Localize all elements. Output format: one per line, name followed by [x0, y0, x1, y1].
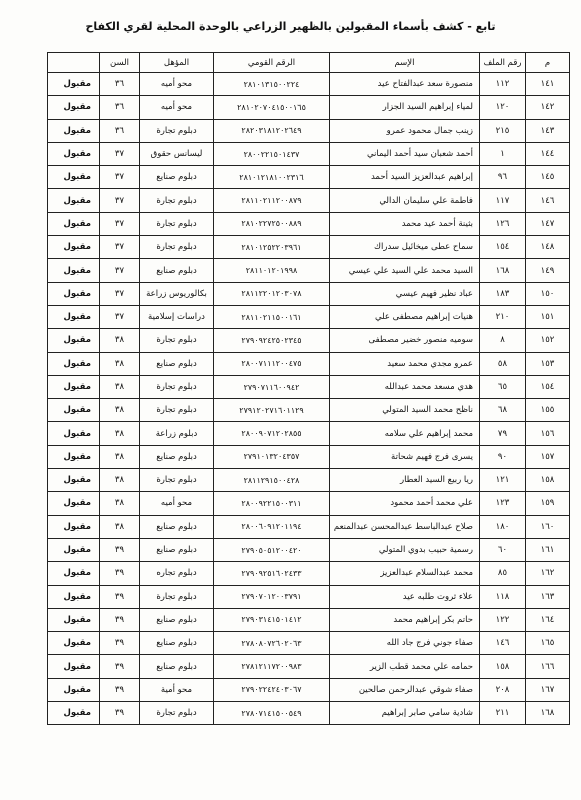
cell-file-number: ١٢٦ — [480, 212, 526, 235]
cell-status: مقبول — [48, 166, 100, 189]
cell-name: إبراهيم عبدالعزيز السيد أحمد — [330, 166, 480, 189]
table-row — [48, 469, 570, 492]
cell-status: مقبول — [48, 655, 100, 678]
cell-num: ١٦٦ — [526, 655, 570, 678]
cell-national-id: ٢٨١٠١٢٥٢٢٠٣٩٦١ — [214, 236, 330, 259]
cell-qualification: دبلوم صنايع — [140, 445, 214, 468]
cell-name: عباد نظير فهيم عيسي — [330, 282, 480, 305]
header-national-id: الرقم القومي — [214, 53, 330, 73]
table-row — [48, 142, 570, 165]
header-num: م — [526, 53, 570, 73]
cell-qualification: دبلوم زراعة — [140, 422, 214, 445]
cell-status: مقبول — [48, 678, 100, 701]
cell-status: مقبول — [48, 96, 100, 119]
cell-qualification: دبلوم تجارة — [140, 119, 214, 142]
cell-qualification: دراسات إسلامية — [140, 305, 214, 328]
cell-name: محمد عبدالسلام عبدالعزيز — [330, 562, 480, 585]
cell-qualification: محو أميه — [140, 492, 214, 515]
cell-name: زينب جمال محمود عمرو — [330, 119, 480, 142]
cell-national-id: ٢٨١١٢٩١٥٠٠٤٢٨ — [214, 469, 330, 492]
cell-num: ١٤٨ — [526, 236, 570, 259]
cell-national-id: ٢٨١٠٢٢٧٢٥٠٠٨٨٩ — [214, 212, 330, 235]
table-row — [48, 585, 570, 608]
cell-name: ريا ربيع السيد العطار — [330, 469, 480, 492]
document-title: تابع - كشف بأسماء المقبولين بالظهير الزراعي بالوحدة المحلية لقري الكفاح — [85, 20, 496, 33]
cell-name: علاء ثروت طلبه عيد — [330, 585, 480, 608]
cell-file-number: ١٤٦ — [480, 632, 526, 655]
cell-num: ١٤٧ — [526, 212, 570, 235]
cell-qualification: دبلوم تجارة — [140, 236, 214, 259]
cell-qualification: دبلوم تجارة — [140, 399, 214, 422]
table-row — [48, 492, 570, 515]
cell-status: مقبول — [48, 632, 100, 655]
cell-status: مقبول — [48, 399, 100, 422]
cell-qualification: دبلوم تجارة — [140, 212, 214, 235]
table-row — [48, 236, 570, 259]
cell-file-number: ١١٧ — [480, 189, 526, 212]
cell-national-id: ٢٨٠٠٩٠٧١٢٠٢٨٥٥ — [214, 422, 330, 445]
cell-num: ١٥٦ — [526, 422, 570, 445]
cell-file-number: ٥٨ — [480, 352, 526, 375]
cell-age: ٣٨ — [100, 422, 140, 445]
cell-national-id: ٢٧٩٠٧١١٦٠٠٩٤٢ — [214, 375, 330, 398]
cell-age: ٣٨ — [100, 469, 140, 492]
table-row — [48, 608, 570, 631]
header-name: الإسم — [330, 53, 480, 73]
table-row — [48, 282, 570, 305]
cell-status: مقبول — [48, 142, 100, 165]
cell-qualification: دبلوم صنايع — [140, 352, 214, 375]
cell-name: صلاح عبدالباسط عبدالمحسن عبدالمنعم — [330, 515, 480, 538]
cell-status: مقبول — [48, 492, 100, 515]
cell-num: ١٦٠ — [526, 515, 570, 538]
cell-num: ١٤٤ — [526, 142, 570, 165]
cell-name: رسمية حبيب بدوي المتولي — [330, 538, 480, 561]
cell-file-number: ٢١١ — [480, 702, 526, 725]
cell-age: ٣٧ — [100, 236, 140, 259]
table-row — [48, 329, 570, 352]
cell-num: ١٥٥ — [526, 399, 570, 422]
cell-name: سوميه منصور خضير مصطفى — [330, 329, 480, 352]
cell-status: مقبول — [48, 73, 100, 96]
cell-national-id: ٢٧٨٠٨٠٧٢٦٠٢٠٦٣ — [214, 632, 330, 655]
header-row — [48, 53, 570, 73]
table-header — [48, 53, 570, 73]
cell-age: ٣٨ — [100, 352, 140, 375]
cell-status: مقبول — [48, 585, 100, 608]
cell-qualification: محو أمية — [140, 678, 214, 701]
cell-national-id: ٢٧٩٠٣١٤١٥٠١٤١٢ — [214, 608, 330, 631]
cell-status: مقبول — [48, 305, 100, 328]
cell-file-number: ١ — [480, 142, 526, 165]
cell-status: مقبول — [48, 562, 100, 585]
cell-status: مقبول — [48, 538, 100, 561]
cell-file-number: ٦٨ — [480, 399, 526, 422]
cell-name: منصورة سعد عبدالفتاح عيد — [330, 73, 480, 96]
cell-age: ٣٨ — [100, 329, 140, 352]
cell-name: هدي مسعد محمد عبدالله — [330, 375, 480, 398]
header-status — [48, 53, 100, 73]
cell-file-number: ١٦٨ — [480, 259, 526, 282]
cell-file-number: ١٥٨ — [480, 655, 526, 678]
cell-num: ١٤٣ — [526, 119, 570, 142]
table-row — [48, 702, 570, 725]
cell-national-id: ٢٨١١٢٢٠١٢٠٣٠٧٨ — [214, 282, 330, 305]
cell-num: ١٦١ — [526, 538, 570, 561]
cell-num: ١٤٥ — [526, 166, 570, 189]
cell-file-number: ٢١٠ — [480, 305, 526, 328]
cell-age: ٣٧ — [100, 305, 140, 328]
cell-age: ٣٩ — [100, 608, 140, 631]
cell-national-id: ٢٨٠٠٩٢٢١٥٠٠٣١١ — [214, 492, 330, 515]
cell-name: فاطمة علي سليمان الدالي — [330, 189, 480, 212]
cell-name: لمياء إبراهيم السيد الجزار — [330, 96, 480, 119]
cell-national-id: ٢٧٩٠٩٢٥١٦٠٢٤٣٣ — [214, 562, 330, 585]
cell-age: ٣٦ — [100, 96, 140, 119]
cell-status: مقبول — [48, 212, 100, 235]
cell-name: يسرى فرج فهيم شحاتة — [330, 445, 480, 468]
cell-file-number: ١٨٠ — [480, 515, 526, 538]
cell-national-id: ٢٧٨١٢١١٧٢٠٠٩٨٣ — [214, 655, 330, 678]
cell-file-number: ٨ — [480, 329, 526, 352]
cell-national-id: ٢٨١٠١٣١٥٠٠٢٢٤ — [214, 73, 330, 96]
cell-national-id: ٢٨١٠٢٠٧٠٤١٥٠٠١٦٥ — [214, 96, 330, 119]
cell-status: مقبول — [48, 422, 100, 445]
cell-age: ٣٨ — [100, 445, 140, 468]
cell-national-id: ٢٨٠٠٧١١١٢٠٠٤٧٥ — [214, 352, 330, 375]
cell-name: السيد محمد علي السيد علي عيسي — [330, 259, 480, 282]
cell-national-id: ٢٨٠٠٢٢١٥٠١٤٣٧ — [214, 142, 330, 165]
table-row — [48, 352, 570, 375]
cell-num: ١٦٧ — [526, 678, 570, 701]
cell-age: ٣٧ — [100, 282, 140, 305]
cell-national-id: ٢٨١١٠١٢٠١٩٩٨ — [214, 259, 330, 282]
cell-national-id: ٢٨٢٠٣١٨١٢٠٢٦٤٩ — [214, 119, 330, 142]
cell-name: صفاء جوني فرج جاد الله — [330, 632, 480, 655]
cell-national-id: ٢٨٠٠٦٠٩١٢٠١١٩٤ — [214, 515, 330, 538]
table-row — [48, 166, 570, 189]
cell-age: ٣٩ — [100, 538, 140, 561]
cell-national-id: ٢٧٩١٢٠٢٧١٦٠١١٢٩ — [214, 399, 330, 422]
cell-status: مقبول — [48, 189, 100, 212]
cell-num: ١٦٣ — [526, 585, 570, 608]
cell-name: عمرو مجدي محمد سعيد — [330, 352, 480, 375]
table-row — [48, 259, 570, 282]
cell-num: ١٤٦ — [526, 189, 570, 212]
table-row — [48, 119, 570, 142]
cell-status: مقبول — [48, 702, 100, 725]
accepted-list-table — [47, 52, 570, 725]
cell-status: مقبول — [48, 236, 100, 259]
cell-name: أحمد شعبان سيد أحمد اليماني — [330, 142, 480, 165]
cell-age: ٣٦ — [100, 119, 140, 142]
cell-qualification: دبلوم صنايع — [140, 515, 214, 538]
cell-qualification: دبلوم تجارة — [140, 189, 214, 212]
cell-num: ١٥٩ — [526, 492, 570, 515]
cell-file-number: ٦٥ — [480, 375, 526, 398]
cell-num: ١٦٥ — [526, 632, 570, 655]
cell-status: مقبول — [48, 469, 100, 492]
cell-file-number: ١٢٣ — [480, 492, 526, 515]
cell-qualification: دبلوم صنايع — [140, 538, 214, 561]
cell-file-number: ٧٩ — [480, 422, 526, 445]
cell-age: ٣٩ — [100, 678, 140, 701]
cell-age: ٣٨ — [100, 399, 140, 422]
cell-num: ١٥٣ — [526, 352, 570, 375]
cell-status: مقبول — [48, 352, 100, 375]
table-row — [48, 422, 570, 445]
cell-national-id: ٢٧٩٠٢٢٤٢٤٠٣٠٦٧ — [214, 678, 330, 701]
cell-file-number: ٦٠ — [480, 538, 526, 561]
cell-age: ٣٩ — [100, 702, 140, 725]
cell-num: ١٤٢ — [526, 96, 570, 119]
cell-qualification: دبلوم تجارة — [140, 469, 214, 492]
table-row — [48, 212, 570, 235]
cell-file-number: ١٢١ — [480, 469, 526, 492]
table-row — [48, 399, 570, 422]
cell-national-id: ٢٨١٠١٢١٨١٠٠٢٣١٦ — [214, 166, 330, 189]
cell-num: ١٥٤ — [526, 375, 570, 398]
cell-age: ٣٨ — [100, 515, 140, 538]
cell-num: ١٦٨ — [526, 702, 570, 725]
cell-status: مقبول — [48, 119, 100, 142]
cell-file-number: ٢١٥ — [480, 119, 526, 142]
table-row — [48, 375, 570, 398]
cell-name: بثينة أحمد عيد محمد — [330, 212, 480, 235]
cell-qualification: دبلوم صنايع — [140, 608, 214, 631]
cell-national-id: ٢٧٩١٠١٣٢٠٤٣٥٧ — [214, 445, 330, 468]
cell-file-number: ٩٠ — [480, 445, 526, 468]
cell-national-id: ٢٨١١٠٢١١٥٠٠١٦١ — [214, 305, 330, 328]
cell-file-number: ١٢٠ — [480, 96, 526, 119]
cell-num: ١٥١ — [526, 305, 570, 328]
cell-qualification: دبلوم تجارة — [140, 375, 214, 398]
cell-age: ٣٧ — [100, 189, 140, 212]
cell-age: ٣٩ — [100, 655, 140, 678]
cell-file-number: ١٢٢ — [480, 608, 526, 631]
cell-num: ١٤١ — [526, 73, 570, 96]
cell-national-id: ٢٨١١٠٢١١٢٠٠٨٧٩ — [214, 189, 330, 212]
cell-num: ١٦٤ — [526, 608, 570, 631]
cell-status: مقبول — [48, 608, 100, 631]
cell-name: محمد إبراهيم علي سلامه — [330, 422, 480, 445]
cell-qualification: دبلوم تجارة — [140, 585, 214, 608]
cell-file-number: ٢٠٨ — [480, 678, 526, 701]
table-row — [48, 189, 570, 212]
table-row — [48, 305, 570, 328]
cell-name: حمامه علي محمد قطب الزير — [330, 655, 480, 678]
cell-num: ١٥٠ — [526, 282, 570, 305]
cell-age: ٣٩ — [100, 562, 140, 585]
cell-qualification: دبلوم تجارة — [140, 329, 214, 352]
cell-name: صفاء شوقي عبدالرحمن صالحين — [330, 678, 480, 701]
table-row — [48, 632, 570, 655]
cell-num: ١٥٢ — [526, 329, 570, 352]
cell-national-id: ٢٧٩٠٥٠٥١٢٠٠٤٢٠ — [214, 538, 330, 561]
cell-age: ٣٦ — [100, 73, 140, 96]
cell-age: ٣٧ — [100, 166, 140, 189]
cell-qualification: دبلوم صنايع — [140, 632, 214, 655]
cell-name: حاتم بكر إبراهيم محمد — [330, 608, 480, 631]
cell-file-number: ٩٦ — [480, 166, 526, 189]
table-row — [48, 538, 570, 561]
cell-qualification: بكالوريوس زراعة — [140, 282, 214, 305]
cell-qualification: ليسانس حقوق — [140, 142, 214, 165]
cell-qualification: دبلوم تجاره — [140, 562, 214, 585]
table-row — [48, 515, 570, 538]
cell-status: مقبول — [48, 259, 100, 282]
table-row — [48, 678, 570, 701]
cell-qualification: دبلوم صنايع — [140, 259, 214, 282]
cell-age: ٣٧ — [100, 259, 140, 282]
cell-file-number: ٨٥ — [480, 562, 526, 585]
cell-num: ١٤٩ — [526, 259, 570, 282]
cell-qualification: دبلوم صنايع — [140, 655, 214, 678]
cell-qualification: دبلوم تجارة — [140, 702, 214, 725]
table-row — [48, 73, 570, 96]
cell-national-id: ٢٧٨٠٧١٤١٥٠٠٥٤٩ — [214, 702, 330, 725]
cell-name: شادية سامي صابر إبراهيم — [330, 702, 480, 725]
cell-status: مقبول — [48, 515, 100, 538]
cell-num: ١٦٢ — [526, 562, 570, 585]
cell-file-number: ١٥٤ — [480, 236, 526, 259]
table-row — [48, 96, 570, 119]
cell-status: مقبول — [48, 445, 100, 468]
cell-national-id: ٢٧٩٠٩٢٤٢٥٠٢٣٤٥ — [214, 329, 330, 352]
table-row — [48, 655, 570, 678]
cell-file-number: ١١٢ — [480, 73, 526, 96]
header-qualification: المؤهل — [140, 53, 214, 73]
table-row — [48, 445, 570, 468]
cell-num: ١٥٨ — [526, 469, 570, 492]
cell-age: ٣٨ — [100, 375, 140, 398]
cell-file-number: ١٨٣ — [480, 282, 526, 305]
cell-age: ٣٧ — [100, 142, 140, 165]
cell-national-id: ٢٧٩٠٧٠١٢٠٠٣٧٩١ — [214, 585, 330, 608]
header-file-number: رقم الملف — [480, 53, 526, 73]
cell-name: ناظح محمد السيد المتولي — [330, 399, 480, 422]
cell-status: مقبول — [48, 282, 100, 305]
cell-qualification: محو أميه — [140, 96, 214, 119]
header-age: السن — [100, 53, 140, 73]
cell-qualification: محو أميه — [140, 73, 214, 96]
cell-num: ١٥٧ — [526, 445, 570, 468]
cell-name: علي محمد أحمد محمود — [330, 492, 480, 515]
cell-age: ٣٩ — [100, 632, 140, 655]
table-body — [48, 73, 570, 725]
table-row — [48, 562, 570, 585]
cell-qualification: دبلوم صنايع — [140, 166, 214, 189]
cell-name: هنيات إبراهيم مصطفى علي — [330, 305, 480, 328]
cell-age: ٣٨ — [100, 492, 140, 515]
cell-status: مقبول — [48, 375, 100, 398]
cell-age: ٣٩ — [100, 585, 140, 608]
cell-file-number: ١١٨ — [480, 585, 526, 608]
cell-status: مقبول — [48, 329, 100, 352]
cell-age: ٣٧ — [100, 212, 140, 235]
cell-name: سماح عطى ميخائيل سدراك — [330, 236, 480, 259]
